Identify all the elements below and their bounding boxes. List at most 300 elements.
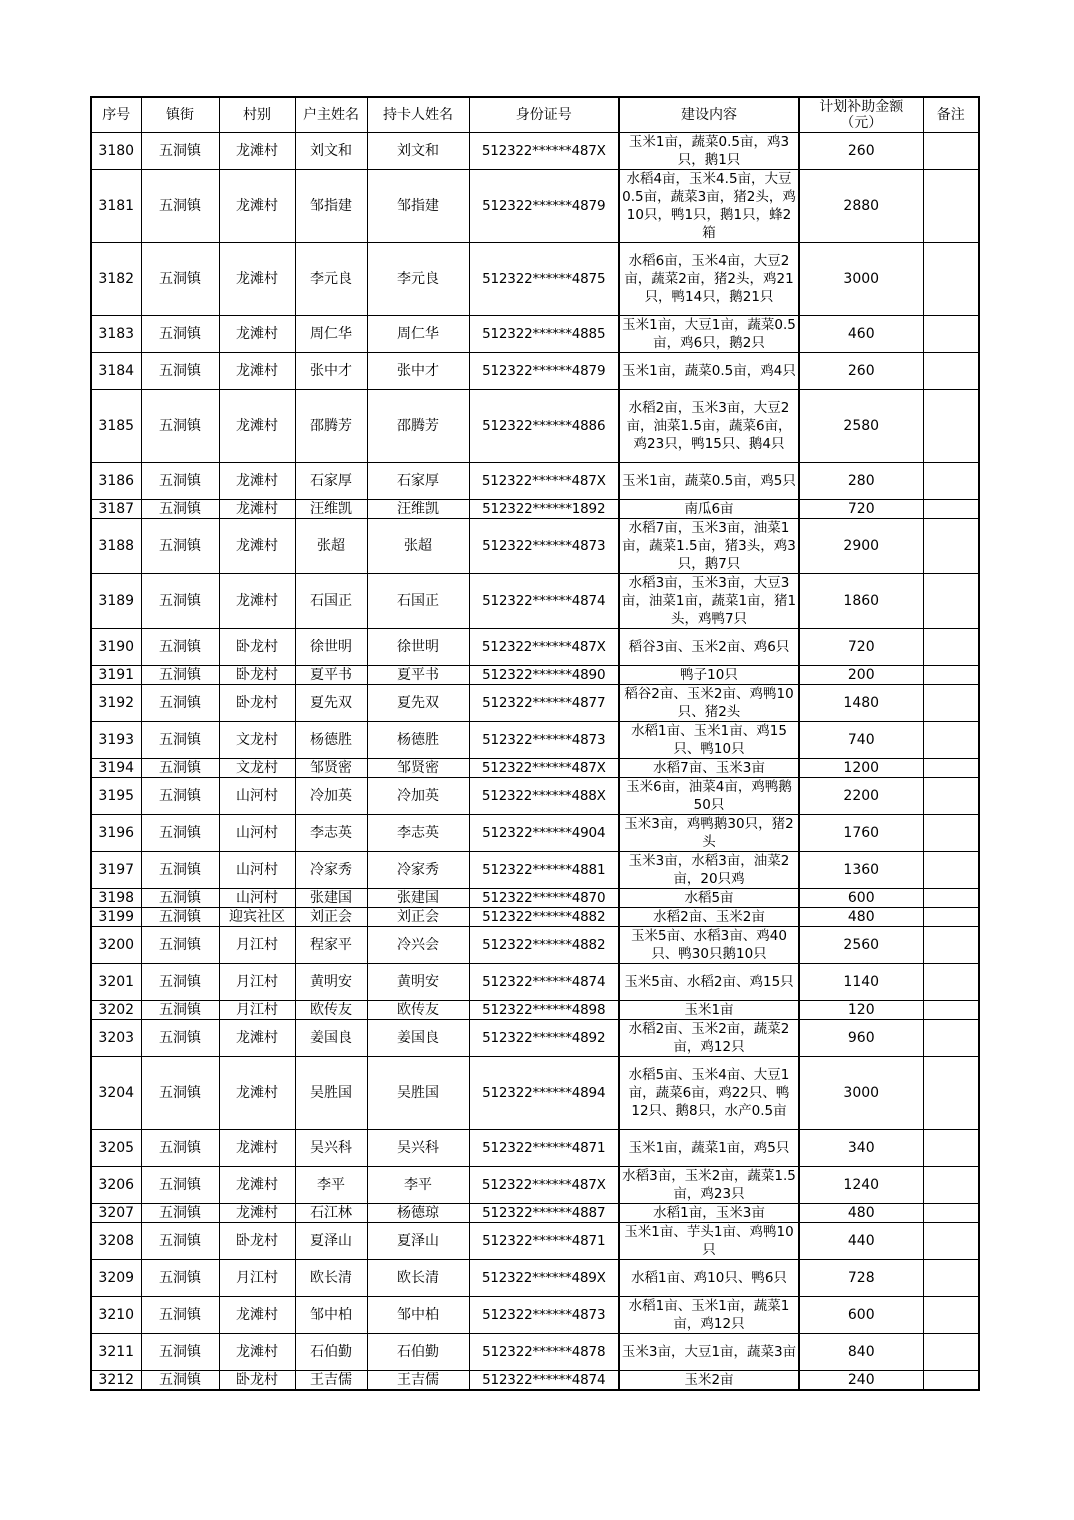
cell-village: 龙滩村 <box>219 390 295 463</box>
table-row <box>91 964 979 1001</box>
cell-village: 龙滩村 <box>219 316 295 353</box>
cell-card-holder: 李志英 <box>367 815 469 852</box>
cell-seq: 3181 <box>91 170 141 243</box>
cell-seq: 3210 <box>91 1297 141 1334</box>
cell-note <box>923 1204 979 1223</box>
table-row <box>91 1057 979 1130</box>
cell-content: 玉米1亩，大豆1亩，蔬菜0.5亩，鸡6只，鹅2只 <box>619 316 799 353</box>
cell-note <box>923 889 979 908</box>
cell-amount: 3000 <box>799 1057 923 1130</box>
cell-town: 五洞镇 <box>141 390 219 463</box>
cell-id-number: 512322******4879 <box>469 170 619 243</box>
cell-seq: 3189 <box>91 574 141 629</box>
cell-content: 稻谷2亩、玉米2亩、鸡鸭10只、猪2头 <box>619 685 799 722</box>
table-row <box>91 685 979 722</box>
table-row <box>91 889 979 908</box>
cell-content: 玉米3亩，大豆1亩，蔬菜3亩 <box>619 1334 799 1371</box>
cell-card-holder: 冷家秀 <box>367 852 469 889</box>
cell-amount: 728 <box>799 1260 923 1297</box>
cell-household-head: 邵腾芳 <box>295 390 367 463</box>
cell-household-head: 李元良 <box>295 243 367 316</box>
cell-card-holder: 李平 <box>367 1167 469 1204</box>
cell-amount: 1480 <box>799 685 923 722</box>
cell-town: 五洞镇 <box>141 574 219 629</box>
cell-seq: 3205 <box>91 1130 141 1167</box>
cell-content: 水稻6亩，玉米4亩，大豆2亩，蔬菜2亩，猪2头，鸡21只，鸭14只，鹅21只 <box>619 243 799 316</box>
cell-amount: 1760 <box>799 815 923 852</box>
cell-town: 五洞镇 <box>141 964 219 1001</box>
cell-amount: 2200 <box>799 778 923 815</box>
table-row <box>91 353 979 390</box>
cell-content: 玉米1亩，蔬菜1亩，鸡5只 <box>619 1130 799 1167</box>
cell-id-number: 512322******487X <box>469 759 619 778</box>
table-row <box>91 390 979 463</box>
cell-note <box>923 1334 979 1371</box>
cell-seq: 3206 <box>91 1167 141 1204</box>
table-row <box>91 1223 979 1260</box>
cell-village: 龙滩村 <box>219 574 295 629</box>
cell-village: 文龙村 <box>219 759 295 778</box>
cell-card-holder: 石家厚 <box>367 463 469 500</box>
header-town: 镇街 <box>141 97 219 133</box>
table-row <box>91 1260 979 1297</box>
cell-village: 山河村 <box>219 778 295 815</box>
cell-town: 五洞镇 <box>141 685 219 722</box>
cell-note <box>923 759 979 778</box>
cell-amount: 1360 <box>799 852 923 889</box>
cell-id-number: 512322******4874 <box>469 574 619 629</box>
cell-household-head: 邹指建 <box>295 170 367 243</box>
cell-seq: 3204 <box>91 1057 141 1130</box>
cell-id-number: 512322******4871 <box>469 1223 619 1260</box>
table-row <box>91 519 979 574</box>
cell-household-head: 李平 <box>295 1167 367 1204</box>
cell-card-holder: 黄明安 <box>367 964 469 1001</box>
header-amount: 计划补助金额（元） <box>799 97 923 133</box>
cell-town: 五洞镇 <box>141 353 219 390</box>
cell-town: 五洞镇 <box>141 1223 219 1260</box>
cell-id-number: 512322******4887 <box>469 1204 619 1223</box>
cell-amount: 840 <box>799 1334 923 1371</box>
cell-note <box>923 574 979 629</box>
cell-id-number: 512322******4878 <box>469 1334 619 1371</box>
cell-seq: 3187 <box>91 500 141 519</box>
cell-household-head: 石家厚 <box>295 463 367 500</box>
cell-note <box>923 519 979 574</box>
cell-village: 卧龙村 <box>219 1223 295 1260</box>
cell-id-number: 512322******4898 <box>469 1001 619 1020</box>
cell-town: 五洞镇 <box>141 1167 219 1204</box>
cell-note <box>923 1223 979 1260</box>
cell-note <box>923 1260 979 1297</box>
cell-content: 水稻5亩 <box>619 889 799 908</box>
cell-amount: 480 <box>799 1204 923 1223</box>
cell-household-head: 邹贤密 <box>295 759 367 778</box>
cell-town: 五洞镇 <box>141 1001 219 1020</box>
cell-id-number: 512322******4873 <box>469 1297 619 1334</box>
cell-village: 文龙村 <box>219 722 295 759</box>
cell-amount: 1860 <box>799 574 923 629</box>
cell-town: 五洞镇 <box>141 463 219 500</box>
cell-household-head: 杨德胜 <box>295 722 367 759</box>
cell-village: 月江村 <box>219 1260 295 1297</box>
cell-town: 五洞镇 <box>141 133 219 170</box>
cell-note <box>923 908 979 927</box>
cell-household-head: 张超 <box>295 519 367 574</box>
header-household-head: 户主姓名 <box>295 97 367 133</box>
table-row <box>91 1204 979 1223</box>
cell-amount: 280 <box>799 463 923 500</box>
cell-content: 水稻4亩，玉米4.5亩，大豆0.5亩，蔬菜3亩，猪2头，鸡10只，鸭1只，鹅1只，蜂2箱 <box>619 170 799 243</box>
cell-content: 玉米1亩 <box>619 1001 799 1020</box>
cell-village: 卧龙村 <box>219 666 295 685</box>
cell-household-head: 黄明安 <box>295 964 367 1001</box>
cell-card-holder: 张建国 <box>367 889 469 908</box>
cell-card-holder: 汪维凯 <box>367 500 469 519</box>
cell-household-head: 刘正会 <box>295 908 367 927</box>
cell-id-number: 512322******489X <box>469 1260 619 1297</box>
cell-village: 龙滩村 <box>219 500 295 519</box>
table-row <box>91 463 979 500</box>
cell-content: 南瓜6亩 <box>619 500 799 519</box>
cell-id-number: 512322******4877 <box>469 685 619 722</box>
cell-village: 龙滩村 <box>219 519 295 574</box>
cell-seq: 3192 <box>91 685 141 722</box>
cell-village: 龙滩村 <box>219 1297 295 1334</box>
cell-id-number: 512322******4871 <box>469 1130 619 1167</box>
cell-town: 五洞镇 <box>141 243 219 316</box>
table-row <box>91 1130 979 1167</box>
cell-household-head: 欧传友 <box>295 1001 367 1020</box>
cell-household-head: 夏平书 <box>295 666 367 685</box>
cell-seq: 3185 <box>91 390 141 463</box>
cell-content: 水稻3亩，玉米2亩，蔬菜1.5亩，鸡23只 <box>619 1167 799 1204</box>
cell-content: 玉米1亩、芋头1亩、鸡鸭10只 <box>619 1223 799 1260</box>
cell-household-head: 夏先双 <box>295 685 367 722</box>
cell-amount: 340 <box>799 1130 923 1167</box>
cell-village: 卧龙村 <box>219 1371 295 1391</box>
cell-seq: 3194 <box>91 759 141 778</box>
cell-card-holder: 冷兴会 <box>367 927 469 964</box>
table-row <box>91 927 979 964</box>
cell-note <box>923 722 979 759</box>
table-row <box>91 852 979 889</box>
header-village: 村别 <box>219 97 295 133</box>
cell-content: 玉米5亩、水稻3亩、鸡40只、鸭30只鹅10只 <box>619 927 799 964</box>
cell-card-holder: 石伯勤 <box>367 1334 469 1371</box>
cell-town: 五洞镇 <box>141 927 219 964</box>
cell-card-holder: 夏泽山 <box>367 1223 469 1260</box>
cell-village: 山河村 <box>219 889 295 908</box>
cell-amount: 720 <box>799 629 923 666</box>
cell-card-holder: 欧传友 <box>367 1001 469 1020</box>
cell-seq: 3186 <box>91 463 141 500</box>
cell-card-holder: 冷加英 <box>367 778 469 815</box>
cell-note <box>923 500 979 519</box>
cell-household-head: 冷家秀 <box>295 852 367 889</box>
cell-household-head: 吴兴科 <box>295 1130 367 1167</box>
cell-town: 五洞镇 <box>141 629 219 666</box>
cell-id-number: 512322******4892 <box>469 1020 619 1057</box>
cell-town: 五洞镇 <box>141 1020 219 1057</box>
table-row <box>91 778 979 815</box>
table-row <box>91 629 979 666</box>
cell-card-holder: 张中才 <box>367 353 469 390</box>
cell-household-head: 王吉儒 <box>295 1371 367 1391</box>
cell-card-holder: 张超 <box>367 519 469 574</box>
cell-village: 月江村 <box>219 927 295 964</box>
cell-household-head: 欧长清 <box>295 1260 367 1297</box>
cell-note <box>923 964 979 1001</box>
header-seq: 序号 <box>91 97 141 133</box>
cell-seq: 3184 <box>91 353 141 390</box>
table-row <box>91 1167 979 1204</box>
cell-note <box>923 1057 979 1130</box>
table-row <box>91 1334 979 1371</box>
cell-content: 水稻1亩，玉米3亩 <box>619 1204 799 1223</box>
cell-card-holder: 刘文和 <box>367 133 469 170</box>
table-row <box>91 1020 979 1057</box>
cell-card-holder: 石国正 <box>367 574 469 629</box>
cell-amount: 440 <box>799 1223 923 1260</box>
cell-id-number: 512322******487X <box>469 1167 619 1204</box>
header-row <box>91 97 979 133</box>
cell-village: 迎宾社区 <box>219 908 295 927</box>
cell-id-number: 512322******4885 <box>469 316 619 353</box>
cell-note <box>923 629 979 666</box>
cell-note <box>923 133 979 170</box>
cell-amount: 2900 <box>799 519 923 574</box>
cell-amount: 260 <box>799 353 923 390</box>
cell-card-holder: 吴胜国 <box>367 1057 469 1130</box>
cell-note <box>923 1130 979 1167</box>
cell-card-holder: 杨德胜 <box>367 722 469 759</box>
cell-village: 龙滩村 <box>219 1020 295 1057</box>
cell-content: 玉米1亩，蔬菜0.5亩，鸡5只 <box>619 463 799 500</box>
cell-note <box>923 463 979 500</box>
cell-amount: 2580 <box>799 390 923 463</box>
cell-seq: 3208 <box>91 1223 141 1260</box>
cell-seq: 3196 <box>91 815 141 852</box>
cell-seq: 3188 <box>91 519 141 574</box>
cell-amount: 260 <box>799 133 923 170</box>
cell-id-number: 512322******4882 <box>469 927 619 964</box>
cell-id-number: 512322******487X <box>469 133 619 170</box>
cell-note <box>923 1371 979 1391</box>
cell-seq: 3198 <box>91 889 141 908</box>
subsidy-table <box>90 96 980 1391</box>
cell-amount: 600 <box>799 1297 923 1334</box>
cell-town: 五洞镇 <box>141 1057 219 1130</box>
cell-content: 水稻3亩，玉米3亩，大豆3亩，油菜1亩，蔬菜1亩，猪1头，鸡鸭7只 <box>619 574 799 629</box>
cell-amount: 2560 <box>799 927 923 964</box>
cell-village: 山河村 <box>219 852 295 889</box>
cell-note <box>923 1020 979 1057</box>
cell-content: 水稻1亩、玉米1亩、鸡15只、鸭10只 <box>619 722 799 759</box>
cell-card-holder: 吴兴科 <box>367 1130 469 1167</box>
cell-town: 五洞镇 <box>141 519 219 574</box>
cell-amount: 120 <box>799 1001 923 1020</box>
cell-amount: 3000 <box>799 243 923 316</box>
cell-content: 玉米1亩，蔬菜0.5亩，鸡3只，鹅1只 <box>619 133 799 170</box>
cell-note <box>923 685 979 722</box>
table-row <box>91 133 979 170</box>
cell-id-number: 512322******4882 <box>469 908 619 927</box>
table-row <box>91 722 979 759</box>
cell-amount: 740 <box>799 722 923 759</box>
table-row <box>91 666 979 685</box>
cell-amount: 720 <box>799 500 923 519</box>
cell-village: 龙滩村 <box>219 1334 295 1371</box>
cell-id-number: 512322******488X <box>469 778 619 815</box>
cell-content: 玉米2亩 <box>619 1371 799 1391</box>
cell-town: 五洞镇 <box>141 759 219 778</box>
cell-content: 水稻1亩、鸡10只、鸭6只 <box>619 1260 799 1297</box>
cell-seq: 3207 <box>91 1204 141 1223</box>
cell-note <box>923 243 979 316</box>
cell-content: 鸭子10只 <box>619 666 799 685</box>
cell-content: 水稻1亩、玉米1亩，蔬菜1亩，鸡12只 <box>619 1297 799 1334</box>
cell-note <box>923 666 979 685</box>
cell-id-number: 512322******4890 <box>469 666 619 685</box>
table-row <box>91 316 979 353</box>
cell-village: 龙滩村 <box>219 1130 295 1167</box>
cell-seq: 3211 <box>91 1334 141 1371</box>
cell-note <box>923 815 979 852</box>
cell-card-holder: 杨德琼 <box>367 1204 469 1223</box>
cell-village: 龙滩村 <box>219 463 295 500</box>
cell-note <box>923 316 979 353</box>
cell-seq: 3203 <box>91 1020 141 1057</box>
cell-town: 五洞镇 <box>141 852 219 889</box>
cell-village: 卧龙村 <box>219 629 295 666</box>
cell-card-holder: 刘正会 <box>367 908 469 927</box>
cell-household-head: 汪维凯 <box>295 500 367 519</box>
cell-household-head: 夏泽山 <box>295 1223 367 1260</box>
cell-note <box>923 1001 979 1020</box>
cell-household-head: 石国正 <box>295 574 367 629</box>
cell-town: 五洞镇 <box>141 1371 219 1391</box>
cell-town: 五洞镇 <box>141 908 219 927</box>
cell-household-head: 张建国 <box>295 889 367 908</box>
cell-note <box>923 778 979 815</box>
cell-town: 五洞镇 <box>141 722 219 759</box>
cell-id-number: 512322******4894 <box>469 1057 619 1130</box>
table-row <box>91 815 979 852</box>
cell-town: 五洞镇 <box>141 1130 219 1167</box>
table-row <box>91 243 979 316</box>
cell-content: 稻谷3亩、玉米2亩、鸡6只 <box>619 629 799 666</box>
cell-household-head: 冷加英 <box>295 778 367 815</box>
cell-village: 龙滩村 <box>219 133 295 170</box>
cell-seq: 3197 <box>91 852 141 889</box>
cell-card-holder: 李元良 <box>367 243 469 316</box>
cell-town: 五洞镇 <box>141 778 219 815</box>
table-row <box>91 1001 979 1020</box>
cell-card-holder: 邹指建 <box>367 170 469 243</box>
cell-card-holder: 王吉儒 <box>367 1371 469 1391</box>
cell-amount: 1200 <box>799 759 923 778</box>
cell-household-head: 石江林 <box>295 1204 367 1223</box>
cell-town: 五洞镇 <box>141 500 219 519</box>
header-content: 建设内容 <box>619 97 799 133</box>
cell-content: 水稻7亩、玉米3亩 <box>619 759 799 778</box>
cell-content: 玉米5亩、水稻2亩、鸡15只 <box>619 964 799 1001</box>
cell-note <box>923 1167 979 1204</box>
cell-household-head: 邹中柏 <box>295 1297 367 1334</box>
cell-seq: 3183 <box>91 316 141 353</box>
cell-village: 龙滩村 <box>219 353 295 390</box>
cell-note <box>923 927 979 964</box>
table-row <box>91 908 979 927</box>
cell-village: 山河村 <box>219 815 295 852</box>
cell-id-number: 512322******4870 <box>469 889 619 908</box>
cell-id-number: 512322******4873 <box>469 722 619 759</box>
cell-id-number: 512322******4875 <box>469 243 619 316</box>
cell-card-holder: 欧长清 <box>367 1260 469 1297</box>
cell-note <box>923 390 979 463</box>
cell-note <box>923 353 979 390</box>
cell-seq: 3202 <box>91 1001 141 1020</box>
cell-id-number: 512322******4881 <box>469 852 619 889</box>
cell-content: 玉米3亩，水稻3亩，油菜2亩，20只鸡 <box>619 852 799 889</box>
table-body <box>91 133 979 1391</box>
cell-household-head: 张中才 <box>295 353 367 390</box>
cell-card-holder: 邹贤密 <box>367 759 469 778</box>
cell-amount: 200 <box>799 666 923 685</box>
cell-id-number: 512322******487X <box>469 463 619 500</box>
cell-town: 五洞镇 <box>141 1334 219 1371</box>
cell-content: 玉米6亩，油菜4亩，鸡鸭鹅50只 <box>619 778 799 815</box>
cell-household-head: 李志英 <box>295 815 367 852</box>
table-row <box>91 170 979 243</box>
cell-content: 水稻2亩、玉米2亩 <box>619 908 799 927</box>
cell-card-holder: 邵腾芳 <box>367 390 469 463</box>
cell-amount: 1240 <box>799 1167 923 1204</box>
cell-seq: 3209 <box>91 1260 141 1297</box>
cell-card-holder: 邹中柏 <box>367 1297 469 1334</box>
cell-village: 龙滩村 <box>219 1204 295 1223</box>
cell-amount: 600 <box>799 889 923 908</box>
cell-id-number: 512322******4886 <box>469 390 619 463</box>
cell-content: 玉米1亩，蔬菜0.5亩，鸡4只 <box>619 353 799 390</box>
table-row <box>91 759 979 778</box>
cell-seq: 3199 <box>91 908 141 927</box>
cell-id-number: 512322******4904 <box>469 815 619 852</box>
cell-town: 五洞镇 <box>141 889 219 908</box>
cell-town: 五洞镇 <box>141 316 219 353</box>
cell-content: 水稻7亩，玉米3亩，油菜1亩，蔬菜1.5亩，猪3头，鸡3只，鹅7只 <box>619 519 799 574</box>
cell-town: 五洞镇 <box>141 666 219 685</box>
cell-household-head: 吴胜国 <box>295 1057 367 1130</box>
cell-card-holder: 夏平书 <box>367 666 469 685</box>
cell-seq: 3200 <box>91 927 141 964</box>
cell-amount: 460 <box>799 316 923 353</box>
cell-seq: 3195 <box>91 778 141 815</box>
table-row <box>91 1371 979 1391</box>
cell-id-number: 512322******4873 <box>469 519 619 574</box>
cell-amount: 2880 <box>799 170 923 243</box>
cell-town: 五洞镇 <box>141 815 219 852</box>
cell-amount: 960 <box>799 1020 923 1057</box>
cell-household-head: 程家平 <box>295 927 367 964</box>
cell-village: 龙滩村 <box>219 1057 295 1130</box>
cell-card-holder: 徐世明 <box>367 629 469 666</box>
cell-town: 五洞镇 <box>141 1260 219 1297</box>
table-row <box>91 574 979 629</box>
header-card-holder: 持卡人姓名 <box>367 97 469 133</box>
cell-id-number: 512322******4874 <box>469 1371 619 1391</box>
